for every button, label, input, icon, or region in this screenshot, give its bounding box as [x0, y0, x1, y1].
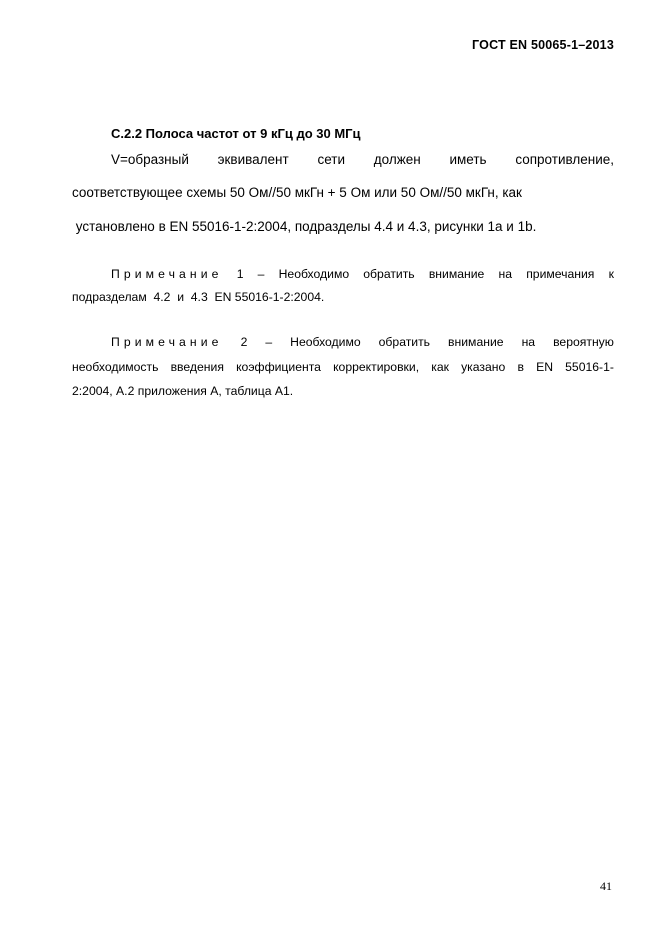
- word: обратить: [363, 267, 415, 281]
- document-header: ГОСТ EN 50065-1–2013: [472, 38, 614, 52]
- word: сопротивление,: [515, 152, 614, 167]
- word: иметь: [449, 152, 487, 167]
- section-title: С.2.2 Полоса частот от 9 кГц до 30 МГц: [111, 126, 361, 141]
- word: коэффициента: [236, 360, 321, 374]
- word: 2: [240, 335, 248, 349]
- paragraph-line-3: установлено в EN 55016-1-2:2004, подразделы 4.4 и 4.3, рисунки 1а и 1b.: [72, 219, 537, 234]
- word: указано: [461, 360, 506, 374]
- word: на: [498, 267, 513, 281]
- note-1-line-1: [111, 267, 614, 281]
- word: необходимость: [72, 360, 159, 374]
- word: EN: [536, 360, 553, 374]
- word: V=образный: [111, 152, 189, 167]
- word: 1: [236, 267, 244, 281]
- word: корректировки,: [333, 360, 420, 374]
- note-label: Примечание: [111, 335, 223, 349]
- word: –: [257, 267, 265, 281]
- word: к: [608, 267, 614, 281]
- note-label: Примечание: [111, 267, 223, 281]
- word: 55016-1-: [565, 360, 614, 374]
- word: в: [517, 360, 524, 374]
- word: введения: [170, 360, 224, 374]
- word: примечания: [526, 267, 595, 281]
- paragraph-line-1: [111, 152, 614, 167]
- note-2-line-3: 2:2004, А.2 приложения А, таблица А1.: [72, 384, 294, 398]
- word: на: [521, 335, 536, 349]
- page-number: 41: [600, 879, 612, 893]
- word: вероятную: [553, 335, 614, 349]
- word: должен: [373, 152, 421, 167]
- note-1-line-2: подразделам 4.2 и 4.3 EN 55016-1-2:2004.: [72, 290, 325, 304]
- word: –: [265, 335, 273, 349]
- word: внимание: [428, 267, 485, 281]
- word: как: [431, 360, 449, 374]
- word: Необходимо: [278, 267, 350, 281]
- word: внимание: [448, 335, 504, 349]
- word: эквивалент: [217, 152, 289, 167]
- word: сети: [317, 152, 345, 167]
- paragraph-line-2: соответствующее схемы 50 Ом//50 мкГн + 5 Ом или 50 Ом//50 мкГн, как: [72, 185, 522, 200]
- word: Необходимо: [290, 335, 361, 349]
- note-2-line-1: [111, 335, 614, 349]
- word: обратить: [378, 335, 431, 349]
- note-2-line-2: [72, 360, 614, 374]
